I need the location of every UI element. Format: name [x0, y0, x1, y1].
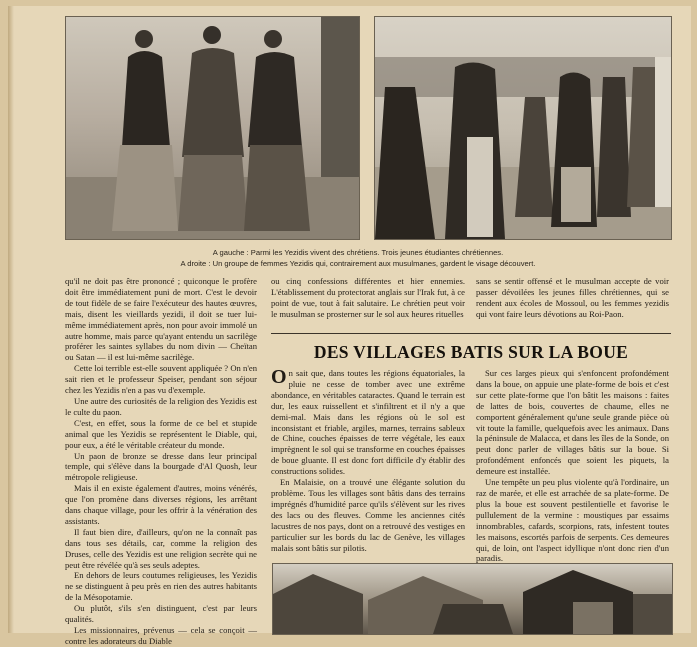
column-2-continuation — [271, 276, 465, 320]
page-crease — [8, 6, 14, 633]
three-students-photo — [65, 16, 360, 240]
drop-cap: O — [271, 366, 287, 388]
paragraph — [271, 368, 465, 477]
column-1 — [65, 276, 257, 646]
caption-right: A droite : Un groupe de femmes Yezidis qui, contrairement aux musulmanes, gardent le visage découvert. — [180, 259, 536, 268]
paragraph: En dehors de leurs coutumes religieuses, les Yezidis ne se distinguent à peu près en rien des autres habitants de la Mésopotamie. — [65, 570, 257, 603]
paragraph: Les missionnaires, prévenus — cela se conçoit — contre les adorateurs du Diable — [65, 625, 257, 646]
paragraph: Une autre des curiosités de la religion des Yezidis est le culte du paon. — [65, 395, 257, 417]
yezidi-women-group-photo — [374, 16, 672, 240]
lake-village-photo — [272, 563, 673, 635]
caption-left: A gauche : Parmi les Yezidis vivent des chrétiens. Trois jeunes étudiantes chrétiennes. — [212, 248, 504, 257]
article-headline: DES VILLAGES BATIS SUR LA BOUE — [313, 342, 629, 362]
column-3-continuation — [476, 276, 669, 320]
paragraph: ou cinq confessions différentes et hier ennemies. L'établissement du protectorat anglais sur l'Irak fut, à ce point de vue, tout à fait salutaire. Le chrétien peut voir le musulman se prosterner sur le sol aux heures rituelles — [271, 276, 465, 319]
paragraph: Ou plutôt, s'ils s'en distinguent, c'est par leurs qualités. — [65, 603, 257, 625]
paragraph: Un paon de bronze se dresse dans leur principal temple, qui s'élève dans la bourgade d'Al Quosh, leur métropole religieuse. — [65, 450, 257, 483]
paragraph: Sur ces larges pieux qui s'enfoncent profondément dans la boue, on appuie une plate-forme de bois et c'est sur cette plate-forme que l'on bâtit les maisons : faites de lattes de bois, couvertes de chaume, elles ne comportent généralement qu'une seule grande pièce où vit toute la famille, quelquefois avec les animaux. Dans la péninsule de Malacca, et dans les îles de la Sonde, on peut donc parler de villages bâtis sur la boue. Si profondément enfoncés que soient les piquets, la demeure est installée. — [476, 368, 669, 477]
paragraph: Mais il en existe également d'autres, moins vénérés, que l'on promène dans diverses régions, les arrêtant dans chaque village, pour les offrir à la vénération des assistants. — [65, 483, 257, 526]
paragraph: qu'il ne doit pas être prononcé ; quiconque le profère doit être immédiatement puni de mort. C'est le devoir de tout fidèle de se faire l'exécuteur des hautes œuvres, mais, disent les vieillards yezidi, il doit se tuer lui-même immédiatement après, non pour avoir immolé un autre homme, mais parce qu'ayant entendu un sacrilège proférer les saintes syllabes du nom divin — Cheïtan ou Satan — il est lui-même sacrilège. — [65, 276, 257, 363]
section-divider — [271, 333, 671, 334]
paragraph: C'est, en effet, sous la forme de ce bel et stupide animal que les Yezidis se représentent le Diable, qui, pour eux, a été le véritable créateur du monde. — [65, 417, 257, 450]
paragraph: Cette loi terrible est-elle souvent appliquée ? On n'en sait rien et le professeur Speiser, pendant son séjour chez les Yezidis n'en a pas vu d'exemple. — [65, 363, 257, 396]
photo-caption — [108, 247, 608, 269]
article-column-2 — [271, 368, 465, 553]
paragraph: Il faut bien dire, d'ailleurs, qu'on ne la connaît pas dans tous ses détails, car, comme la religion des Druses, celle des Yezidis est une religion secrète qui ne peut être révélée qu'à ses seuls adeptes. — [65, 526, 257, 570]
paragraph-text: n sait que, dans toutes les régions équatoriales, la pluie ne cesse de tomber avec une extrême abondance, en véritables cataractes. Quand le terrain est dur, les eaux ruissellent et s'infiltrent et il n'y a que demi-mal. Mais dans les régions où le sol est inconsistant et friable, argiles, marnes, terrains sableux de Chine, couches épaisses de terre végétale, les eaux imprègnent le sol qui se transforme en couches épaisses de boue gluante. Il est donc fort difficile d'y établir des constructions solides. — [271, 368, 465, 477]
paragraph: sans se sentir offensé et le musulman accepte de voir passer dévoilées les jeunes filles chrétiennes, qui se rendent aux écoles de Mossoul, ou les femmes yezidis qui vont faire leurs dévotions au Roi-Paon. — [476, 276, 669, 319]
paragraph: Une tempête un peu plus violente qu'à l'ordinaire, un raz de marée, et elle est arrachée de sa plate-forme. De plus la boue est souvent pestilentielle et favorise le pullulement de la vermine : moustiques par essaims innombrables, cafards, scorpions, rats, infestent toutes les maisons, escortés parfois de serpents. Ces demeures qui, de loin, ont l'aspect idyllique n'ont donc rien d'un paradis. — [476, 477, 669, 564]
paragraph: En Malaisie, on a trouvé une élégante solution du problème. Tous les villages sont bâtis dans des terrains imprégnés d'humidité parce qu'ils s'élèvent sur les rives des lacs ou des fleuves. Comme les anciennes cités lacustres de nos pays, dont on a retrouvé des vestiges en particulier sur les bords du lac de Genève, les villages malais sont bâtis sur pilotis. — [271, 477, 465, 553]
article-column-3 — [476, 368, 669, 564]
magazine-page — [8, 6, 691, 646]
